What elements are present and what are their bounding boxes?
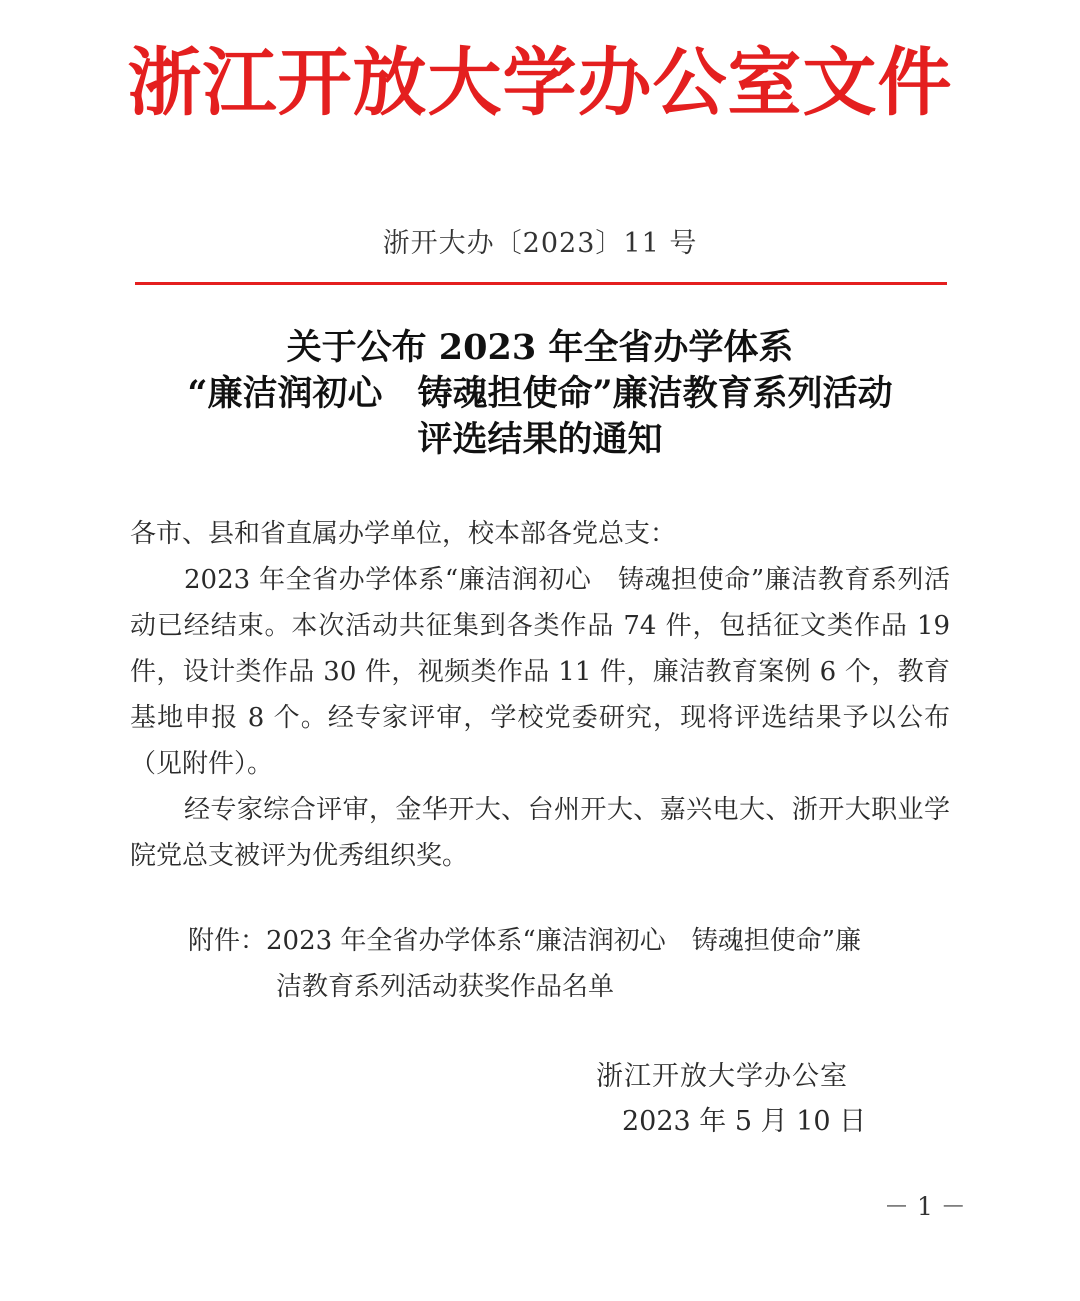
attachment-note	[188, 918, 950, 1010]
document-body	[130, 511, 959, 879]
red-divider-line	[135, 282, 947, 285]
document-title	[100, 325, 980, 463]
attachment-line-1: 附件：2023 年全省办学体系“廉洁润初心 铸魂担使命”廉	[188, 926, 862, 956]
document-masthead: 浙江开放大学办公室文件	[127, 40, 953, 126]
title-line-2: “廉洁润初心 铸魂担使命”廉洁教育系列活动	[187, 373, 893, 414]
title-line-3: 评选结果的通知	[417, 419, 663, 460]
issue-date: 2023 年 5 月 10 日	[622, 1106, 867, 1137]
attachment-line-2: 洁教育系列活动获奖作品名单	[276, 972, 615, 1002]
issuing-office: 浙江开放大学办公室	[596, 1061, 848, 1092]
salutation: 各市、县和省直属办学单位，校本部各党总支：	[130, 519, 677, 549]
document-number: 浙开大办〔2023〕11 号	[382, 228, 698, 259]
body-paragraph-2: 经专家综合评审，金华开大、台州开大、嘉兴电大、浙开大职业学院党总支被评为优秀组织奖。	[130, 795, 950, 871]
body-paragraph-1: 2023 年全省办学体系“廉洁润初心 铸魂担使命”廉洁教育系列活动已经结束。本次活动共征集到各类作品 74 件，包括征文类作品 19 件，设计类作品 30 件，视频类作品 11 件，廉洁教育案例 6 个，教育基地申报 8 个。经专家评审，学校党委研究，现将评选结果予以公布（见附件）。	[130, 565, 959, 779]
page-number: － 1 －	[884, 1192, 966, 1221]
title-line-1: 关于公布 2023 年全省办学体系	[286, 327, 794, 368]
